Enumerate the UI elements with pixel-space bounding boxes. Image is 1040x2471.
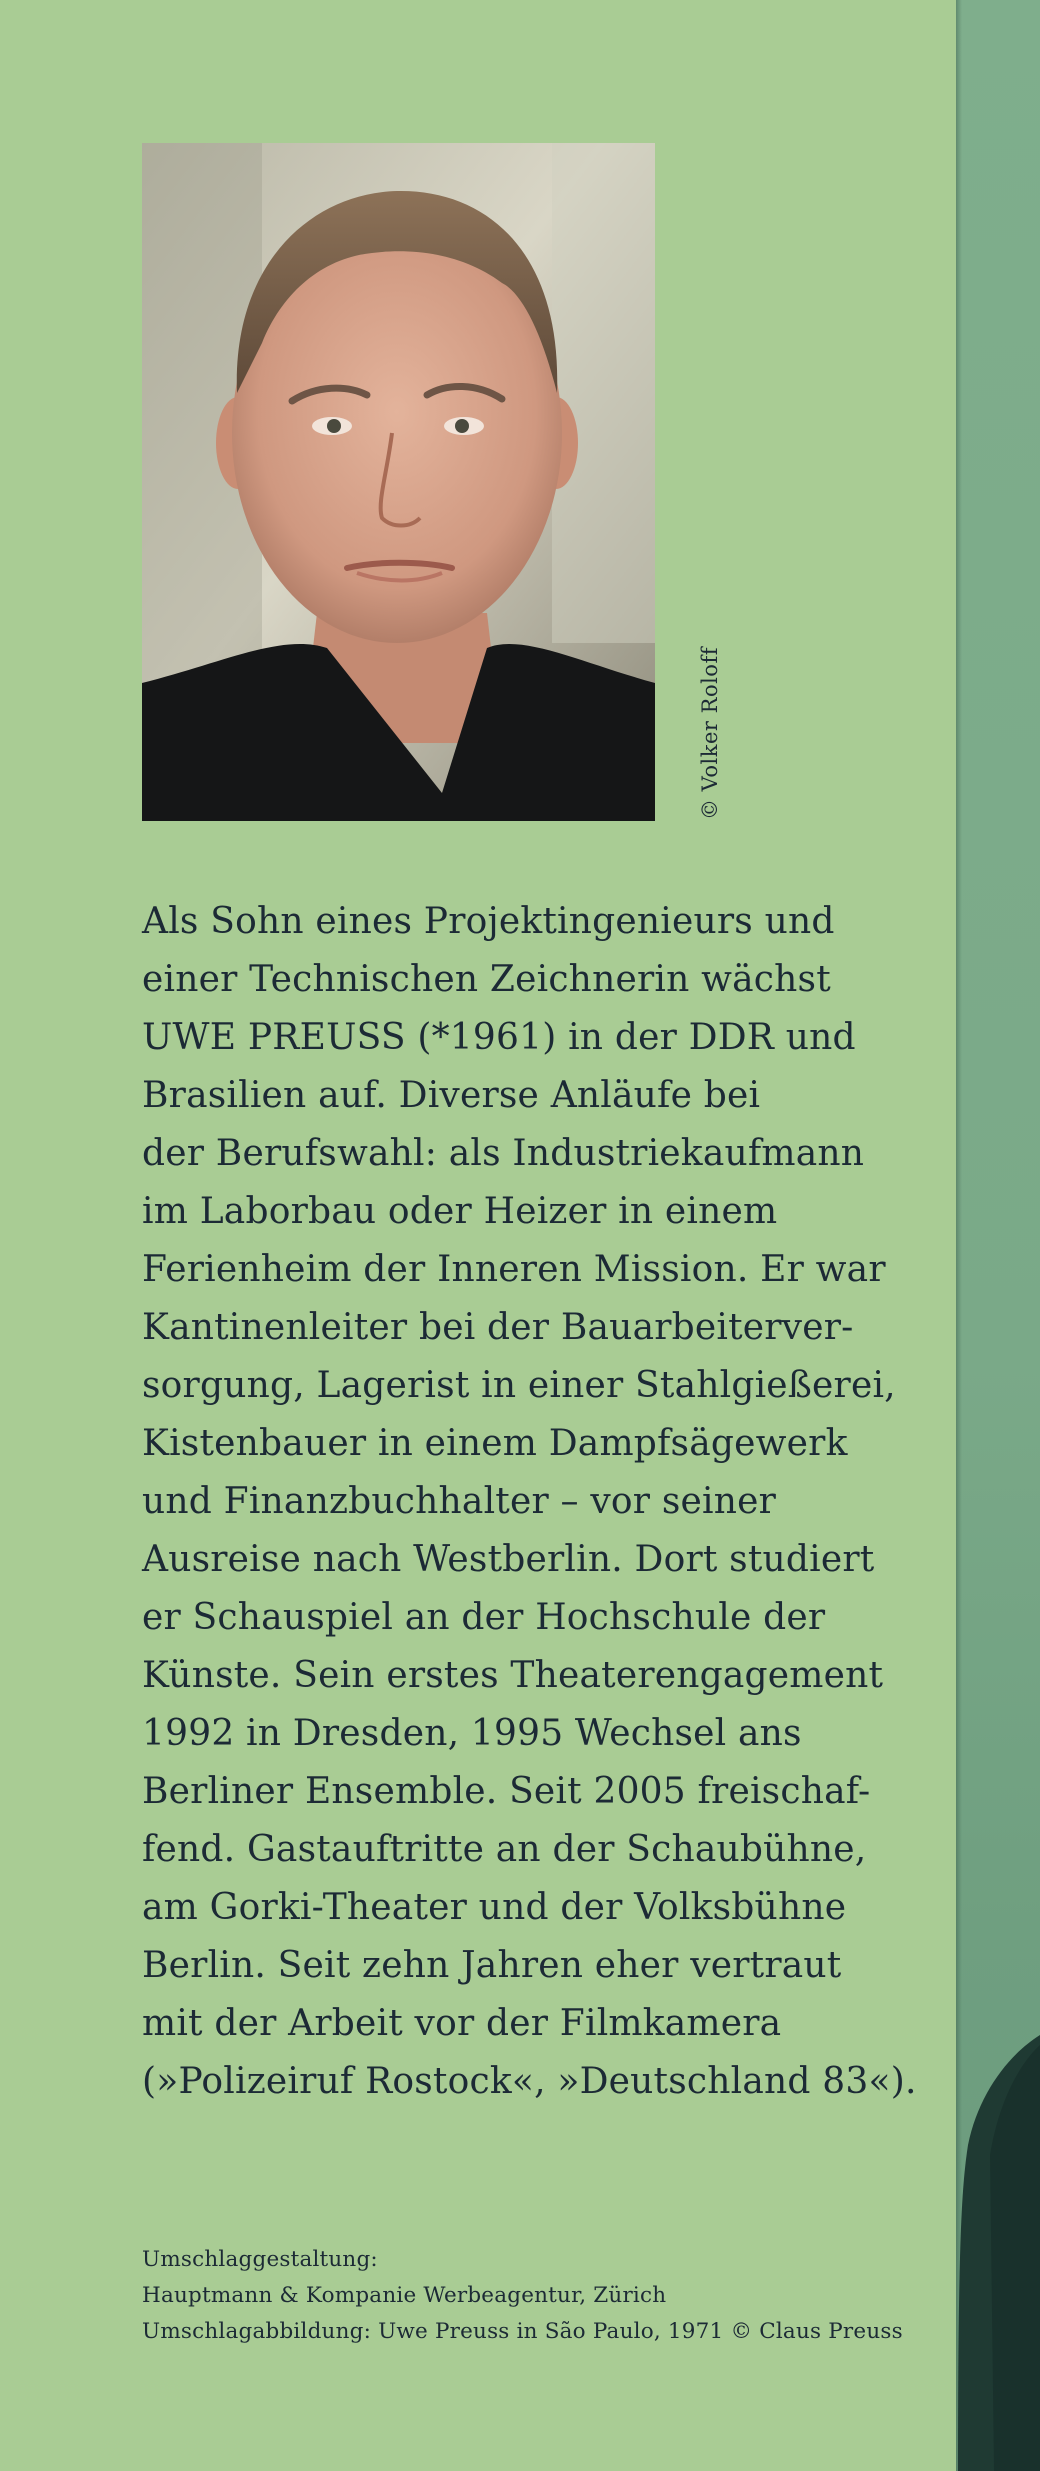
bio-line: der Berufswahl: als Industriekaufmann [142,1133,865,1174]
author-portrait [142,143,655,821]
bio-line: mit der Arbeit vor der Filmkamera [142,2003,782,2044]
cover-edge-figure [958,2035,1040,2471]
bio-line: sorgung, Lagerist in einer Stahlgießerei, [142,1365,896,1406]
bio-line: Als Sohn eines Projektingenieurs und [142,901,835,942]
bio-line: 1992 in Dresden, 1995 Wechsel ans [142,1713,802,1754]
bio-line: Ferienheim der Inneren Mission. Er war [142,1249,886,1290]
cover-credits [142,2242,942,2350]
colophon-line: Umschlaggestaltung: [142,2247,378,2272]
bio-line: UWE PREUSS (*1961) in der DDR und [142,1017,856,1058]
bio-line: Berlin. Seit zehn Jahren eher vertraut [142,1945,842,1986]
bio-line: Ausreise nach Westberlin. Dort studiert [142,1539,875,1580]
bio-line: am Gorki-Theater und der Volksbühne [142,1887,847,1928]
bio-line: Kantinenleiter bei der Bauarbeiterver- [142,1307,854,1348]
bio-line: er Schauspiel an der Hochschule der [142,1597,826,1638]
bio-line: im Laborbau oder Heizer in einem [142,1191,778,1232]
bio-line: einer Technischen Zeichnerin wächst [142,959,831,1000]
bio-line: und Finanzbuchhalter – vor seiner [142,1481,777,1522]
bio-line: Brasilien auf. Diverse Anläufe bei [142,1075,761,1116]
colophon-line: Hauptmann & Kompanie Werbeagentur, Zürich [142,2283,667,2308]
bio-line: Künste. Sein erstes Theaterengagement [142,1655,884,1696]
bio-line: Berliner Ensemble. Seit 2005 freischaf- [142,1771,871,1812]
bio-line: fend. Gastauftritte an der Schaubühne, [142,1829,867,1870]
colophon-line: Umschlagabbildung: Uwe Preuss in São Paulo, 1971 © Claus Preuss [142,2319,903,2344]
photo-credit: © Volker Roloff [698,647,722,820]
bio-line: Kistenbauer in einem Dampfsägewerk [142,1423,848,1464]
bio-line: (»Polizeiruf Rostock«, »Deutschland 83«). [142,2061,917,2102]
author-biography [142,893,917,2111]
